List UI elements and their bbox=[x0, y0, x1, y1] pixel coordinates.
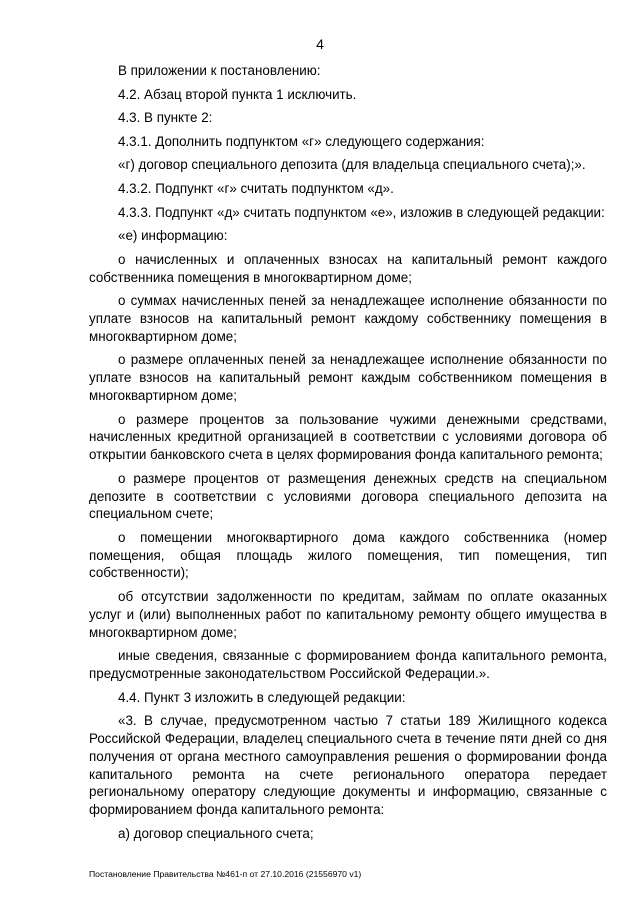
paragraph: а) договор специального счета; bbox=[118, 825, 314, 841]
paragraph: «е) информацию: bbox=[118, 228, 228, 244]
paragraph: об отсутствии задолженности по кредитам, займам по оплате оказанных услуг и (или) выполненных работ по капитальному ремонту общего имущества в многоквартирном доме; bbox=[89, 589, 607, 640]
paragraph: о размере процентов за пользование чужими денежными средствами, начисленных кредитной организацией в соответствии с условиями договора об открытии банковского счета в целях формирования фонда капитального ремонта; bbox=[89, 411, 607, 463]
page-number: 4 bbox=[316, 36, 324, 52]
document-body bbox=[89, 62, 607, 848]
paragraph: «3. В случае, предусмотренном частью 7 статьи 189 Жилищного кодекса Российской Федерации, владелец специального счета в течение пяти дней со дня получения от органа местного самоуправления решения о формировании фонда капитального ремонта на счете регионального оператора передает региональному оператору следующие документы и информацию, связанные с формированием фонда капитального ремонта: bbox=[89, 713, 607, 818]
paragraph: В приложении к постановлению: bbox=[118, 63, 321, 78]
paragraph: 4.4. Пункт 3 изложить в следующей редакции: bbox=[118, 689, 406, 705]
paragraph: 4.3.1. Дополнить подпунктом «г» следующего содержания: bbox=[118, 133, 485, 149]
paragraph: 4.3.3. Подпункт «д» считать подпунктом «е», изложив в следующей редакции: bbox=[118, 204, 605, 220]
paragraph: «г) договор специального депозита (для владельца специального счета);». bbox=[118, 157, 586, 173]
paragraph: о размере процентов от размещения денежных средств на специальном депозите в соответствии с условиями договора специального депозита на специальном счете; bbox=[89, 470, 607, 522]
paragraph: 4.2. Абзац второй пункта 1 исключить. bbox=[118, 86, 357, 102]
paragraph: о суммах начисленных пеней за ненадлежащее исполнение обязанности по уплате взносов на капитальный ремонт каждому собственнику помещения в многоквартирном доме; bbox=[89, 293, 607, 344]
paragraph: о размере оплаченных пеней за ненадлежащее исполнение обязанности по уплате взносов на капитальный ремонт каждым собственником помещения в многоквартирном доме; bbox=[89, 352, 607, 403]
paragraph: 4.3.2. Подпункт «г» считать подпунктом «д». bbox=[118, 180, 394, 196]
paragraph: иные сведения, связанные с формированием фонда капитального ремонта, предусмотренные законодательством Российской Федерации.». bbox=[89, 648, 607, 682]
paragraph: о помещении многоквартирного дома каждого собственника (номер помещения, общая площадь жилого помещения, тип помещения, тип собственности); bbox=[89, 529, 607, 581]
document-footer: Постановление Правительства №461-п от 27.10.2016 (21556970 v1) bbox=[89, 869, 362, 879]
paragraph: о начисленных и оплаченных взносах на капитальный ремонт каждого собственника помещения в многоквартирном доме; bbox=[89, 251, 607, 285]
paragraph: 4.3. В пункте 2: bbox=[118, 110, 213, 126]
